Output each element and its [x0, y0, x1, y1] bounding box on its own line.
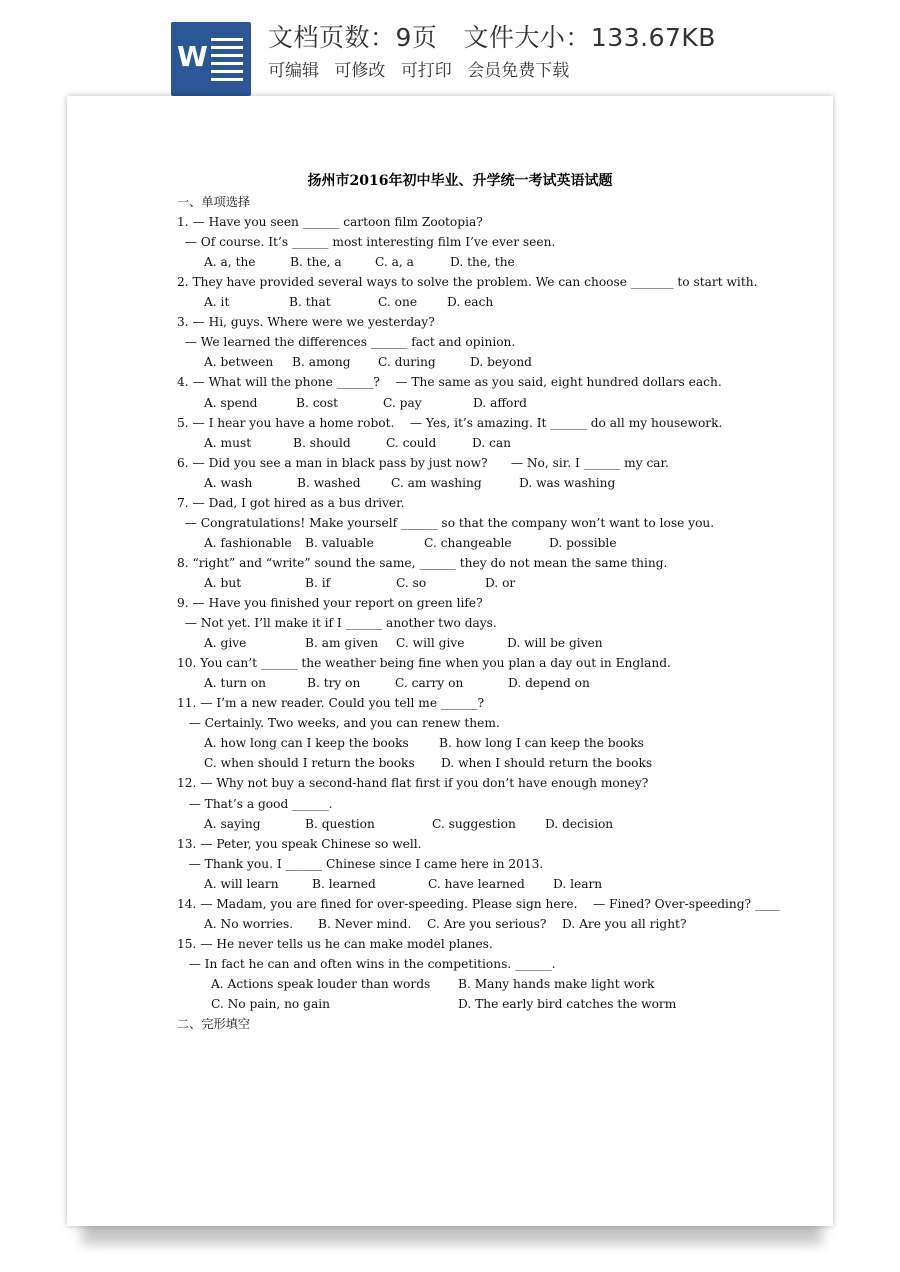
question-4-option-B: B. cost: [296, 395, 339, 410]
question-9-option-C: C. will give: [396, 636, 465, 651]
question-1-option-A: A. a, the: [204, 255, 256, 270]
question-13-line-2: — Thank you. I ______ Chinese since I came here in 2013.: [177, 856, 544, 871]
question-5-option-B: B. should: [293, 435, 351, 450]
question-13-option-C: C. have learned: [428, 876, 525, 891]
question-15-line-1: 15. — He never tells us he can make model planes.: [177, 936, 493, 951]
question-6-option-C: C. am washing: [391, 475, 482, 490]
question-10-option-D: D. depend on: [508, 676, 590, 691]
question-6-option-B: B. washed: [297, 475, 361, 490]
question-9-option-B: B. am given: [305, 636, 379, 651]
question-6-option-D: D. was washing: [519, 475, 616, 490]
question-11-option-A: A. how long can I keep the books: [204, 736, 409, 751]
question-8-option-B: B. if: [305, 575, 331, 590]
question-10-option-C: C. carry on: [395, 676, 464, 691]
question-3-option-A: A. between: [204, 355, 274, 370]
question-15-option-C: C. No pain, no gain: [211, 997, 330, 1011]
question-4-option-A: A. spend: [204, 395, 258, 410]
question-13-option-B: B. learned: [312, 876, 376, 891]
question-14-option-C: C. Are you serious?: [427, 916, 547, 931]
question-10-line-1: 10. You can’t ______ the weather being fine when you plan a day out in England.: [177, 656, 671, 671]
question-4-option-C: C. pay: [383, 395, 422, 410]
question-8-line-1: 8. “right” and “write” sound the same, ______ they do not mean the same thing.: [177, 555, 668, 570]
question-15-line-2: — In fact he can and often wins in the competitions. ______.: [177, 956, 556, 971]
section-heading-cloze: 二、完形填空: [177, 1017, 251, 1032]
question-10-option-B: B. try on: [307, 676, 361, 691]
question-6-line-1: 6. — Did you see a man in black pass by just now? — No, sir. I ______ my car.: [177, 455, 669, 470]
feature-editable: 可编辑: [268, 61, 319, 81]
question-14-option-A: A. No worries.: [204, 916, 294, 931]
question-15-option-B: B. Many hands make light work: [458, 976, 655, 991]
question-15-option-A: A. Actions speak louder than words: [211, 976, 431, 991]
document-info-header: [0, 0, 900, 96]
question-12-option-D: D. decision: [545, 816, 614, 831]
question-6-option-A: A. wash: [204, 475, 253, 490]
question-12-line-2: — That’s a good ______.: [177, 796, 333, 811]
question-3-line-1: 3. — Hi, guys. Where were we yesterday?: [177, 315, 435, 330]
question-7-line-1: 7. — Dad, I got hired as a bus driver.: [177, 495, 405, 510]
question-3-option-C: C. during: [378, 355, 436, 370]
question-11-line-2: — Certainly. Two weeks, and you can renew them.: [177, 716, 500, 731]
question-9-option-A: A. give: [204, 636, 247, 651]
question-11-line-1: 11. — I’m a new reader. Could you tell me ______?: [177, 696, 485, 711]
question-3-option-B: B. among: [292, 355, 351, 370]
question-2-option-C: C. one: [378, 295, 418, 310]
question-9-line-2: — Not yet. I’ll make it if I ______ another two days.: [177, 616, 497, 631]
question-5-option-A: A. must: [204, 435, 252, 450]
question-13-line-1: 13. — Peter, you speak Chinese so well.: [177, 836, 422, 851]
question-3-line-2: — We learned the differences ______ fact and opinion.: [177, 335, 516, 350]
question-1-option-D: D. the, the: [450, 255, 515, 270]
question-1-option-C: C. a, a: [375, 255, 414, 270]
question-10-option-A: A. turn on: [204, 676, 267, 691]
question-1-option-B: B. the, a: [290, 255, 342, 270]
feature-list: [268, 56, 579, 81]
question-14-option-D: D. Are you all right?: [562, 916, 687, 931]
file-size-label: 文件大小：133.67KB: [463, 23, 716, 52]
question-9-line-1: 9. — Have you finished your report on green life?: [177, 596, 483, 610]
question-5-option-C: C. could: [386, 435, 437, 450]
question-11-option-B: B. how long I can keep the books: [439, 736, 644, 751]
document-title: 扬州市2016年初中毕业、升学统一考试英语试题: [307, 173, 613, 189]
question-12-option-B: B. question: [305, 816, 375, 831]
question-7-line-2: — Congratulations! Make yourself ______ so that the company won’t want to lose you.: [177, 515, 715, 530]
question-13-option-A: A. will learn: [204, 876, 279, 891]
feature-printable: 可打印: [400, 61, 452, 81]
question-1-line-2: — Of course. It’s ______ most interesting film I’ve ever seen.: [177, 235, 556, 250]
question-4-option-D: D. afford: [473, 395, 527, 410]
question-7-option-A: A. fashionable: [204, 535, 292, 550]
question-12-option-A: A. saying: [204, 816, 261, 831]
question-13-option-D: D. learn: [553, 876, 603, 891]
word-icon-letter: W: [177, 40, 208, 73]
question-11-option-C: C. when should I return the books: [204, 756, 415, 771]
section-heading-single-choice: 一、单项选择: [177, 195, 251, 209]
question-12-option-C: C. suggestion: [432, 816, 516, 831]
question-2-option-D: D. each: [447, 295, 494, 310]
page-count-label: 文档页数：9页: [268, 23, 438, 52]
question-7-option-B: B. valuable: [305, 535, 374, 550]
question-7-option-C: C. changeable: [424, 535, 512, 550]
question-3-option-D: D. beyond: [470, 355, 532, 370]
question-14-line-1: 14. — Madam, you are fined for over-speeding. Please sign here. — Fined? Over-speeding? ____: [177, 896, 780, 911]
question-4-line-1: 4. — What will the phone ______? — The same as you said, eight hundred dollars each.: [177, 375, 722, 390]
question-8-option-A: A. but: [204, 575, 242, 590]
document-meta-title: [268, 18, 716, 54]
question-5-line-1: 5. — I hear you have a home robot. — Yes, it’s amazing. It ______ do all my housework.: [177, 415, 723, 430]
document-page: [67, 96, 833, 1226]
word-icon-lines: [211, 38, 243, 86]
question-14-option-B: B. Never mind.: [318, 916, 412, 931]
question-1-line-1: 1. — Have you seen ______ cartoon film Zootopia?: [177, 215, 483, 230]
question-8-option-D: D. or: [485, 575, 516, 590]
question-12-line-1: 12. — Why not buy a second-hand flat first if you don’t have enough money?: [177, 776, 649, 791]
question-7-option-D: D. possible: [549, 535, 617, 550]
question-2-option-A: A. it: [204, 295, 230, 310]
feature-member-download: 会员免费下载: [467, 61, 570, 81]
question-11-option-D: D. when I should return the books: [441, 756, 653, 771]
question-15-option-D: D. The early bird catches the worm: [458, 997, 677, 1011]
question-9-option-D: D. will be given: [507, 636, 603, 651]
question-8-option-C: C. so: [396, 575, 427, 590]
question-2-option-B: B. that: [289, 295, 331, 310]
question-2-line-1: 2. They have provided several ways to solve the problem. We can choose _______ to start with.: [177, 275, 758, 290]
feature-modifiable: 可修改: [334, 61, 386, 81]
word-document-icon: [171, 22, 251, 96]
question-5-option-D: D. can: [472, 435, 512, 450]
